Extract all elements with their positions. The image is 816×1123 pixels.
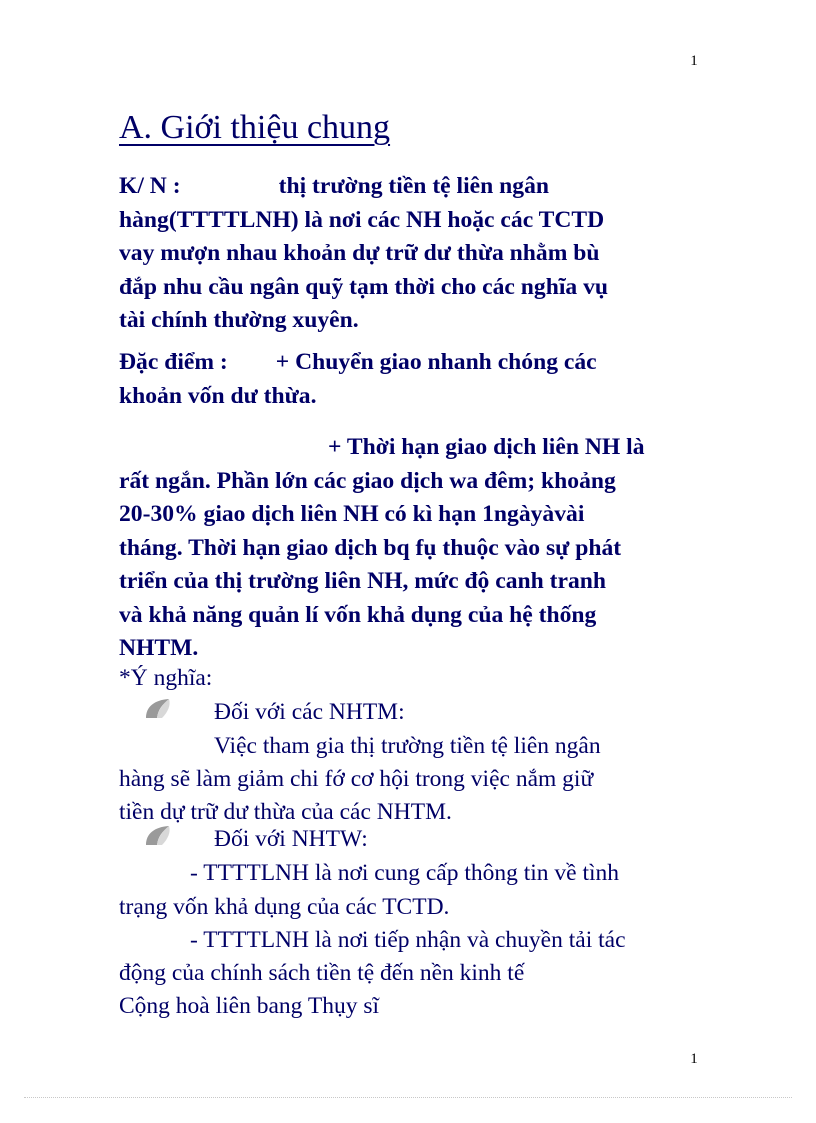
definition-text-1: thị trường tiền tệ liên ngân: [278, 173, 549, 199]
features-label: Đặc điểm :: [119, 349, 228, 375]
definition-line-2: hàng(TTTTLNH) là nơi các NH hoặc các TCTD: [119, 206, 605, 233]
nhtm-line-1: Việc tham gia thị trường tiền tệ liên ngân: [214, 733, 601, 759]
nhtm-line-3: tiền dự trữ dư thừa của các NHTM.: [119, 799, 452, 825]
significance-heading: *Ý nghĩa:: [119, 665, 213, 691]
features-item2-line-3: 20-30% giao dịch liên NH có kì hạn 1ngàyàvài: [119, 501, 585, 527]
features-item2-paragraph: [119, 431, 704, 666]
features-item2-line-6: và khả năng quản lí vốn khả dụng của hệ thống: [119, 601, 597, 628]
definition-paragraph: [119, 170, 704, 338]
nhtw-item2-line-2: động của chính sách tiền tệ đến nền kinh tế: [119, 960, 525, 986]
nhtm-line-2: hàng sẽ làm giảm chi fớ cơ hội trong việc nắm giữ: [119, 766, 594, 792]
last-line: Cộng hoà liên bang Thụy sĩ: [119, 993, 380, 1019]
curved-bullet-icon: [142, 823, 176, 849]
definition-line-4: đắp nhu cầu ngân quỹ tạm thời cho các nghĩa vụ: [119, 273, 609, 300]
nhtw-heading: Đối với NHTW:: [214, 826, 368, 852]
nhtw-item1-line-2: trạng vốn khả dụng của các TCTD.: [119, 894, 450, 920]
features-line-1: [119, 346, 704, 380]
page-bottom-divider: [24, 1097, 792, 1098]
features-paragraph: [119, 346, 704, 413]
features-item1-line-2: khoản vốn dư thừa.: [119, 382, 317, 409]
definition-label: K/ N :: [119, 173, 181, 199]
features-item2-line-4: tháng. Thời hạn giao dịch bq fụ thuộc vào sự phát: [119, 534, 622, 561]
nhtw-item1-line-1: - TTTTLNH là nơi cung cấp thông tin về tình: [190, 860, 620, 886]
features-item2-line-1: + Thời hạn giao dịch liên NH là: [328, 434, 645, 460]
definition-line-1: [119, 170, 704, 204]
nhtw-item2-line-1: - TTTTLNH là nơi tiếp nhận và chuyền tải tác: [190, 927, 626, 953]
curved-bullet-icon: [142, 696, 176, 722]
features-item2-line-7: NHTM.: [119, 635, 199, 661]
features-item2-line-5: triển của thị trường liên NH, mức độ canh tranh: [119, 568, 607, 594]
page-number-bottom: 1: [690, 1051, 698, 1067]
section-title: A. Giới thiệu chung: [119, 109, 391, 146]
definition-line-5: tài chính thường xuyên.: [119, 307, 359, 333]
page-number-top: 1: [690, 53, 698, 69]
definition-line-3: vay mượn nhau khoản dự trữ dư thừa nhằm bù: [119, 240, 600, 266]
features-item2-line-2: rất ngắn. Phần lớn các giao dịch wa đêm; khoảng: [119, 467, 616, 494]
features-item1-text-1: + Chuyển giao nhanh chóng các: [275, 349, 597, 375]
nhtm-heading: Đối với các NHTM:: [214, 699, 405, 725]
